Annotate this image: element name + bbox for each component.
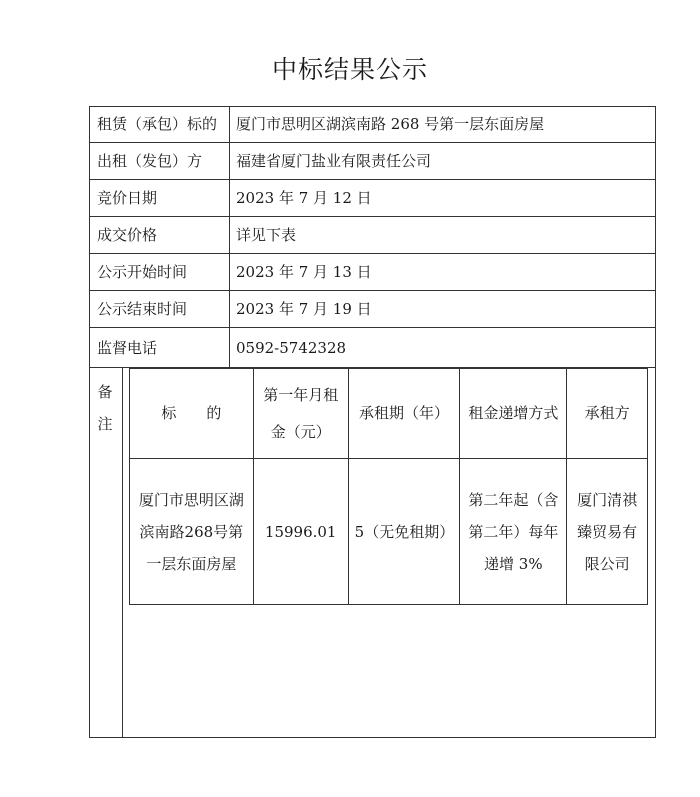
row-label: 监督电话 <box>97 339 158 357</box>
row-label: 公示开始时间 <box>97 263 188 281</box>
cell-subject: 厦门市思明区湖滨南路268号第一层东面房屋 <box>130 459 254 605</box>
page-title: 中标结果公示 <box>271 55 428 84</box>
row-subject <box>89 106 656 143</box>
cell-rent: 15996.01 <box>253 459 348 605</box>
row-bid-date <box>89 180 656 217</box>
row-hotline <box>89 328 656 368</box>
row-value: 2023 年 7 月 19 日 <box>236 300 372 318</box>
table-header-row <box>130 369 648 459</box>
notes-label-char: 注 <box>97 415 113 433</box>
row-notice-start <box>89 254 656 291</box>
header-subject: 标 的 <box>130 369 254 459</box>
notes-label <box>97 376 113 440</box>
notes-label-char: 备 <box>97 383 113 401</box>
row-label: 成交价格 <box>97 226 158 244</box>
table-row <box>130 459 648 605</box>
bid-details-table <box>129 368 648 605</box>
row-deal-price <box>89 217 656 254</box>
header-term: 承租期（年） <box>348 369 460 459</box>
row-value: 厦门市思明区湖滨南路 268 号第一层东面房屋 <box>236 115 545 133</box>
row-label: 公示结束时间 <box>97 300 188 318</box>
cell-lessee: 厦门清祺臻贸易有限公司 <box>567 459 648 605</box>
row-value: 福建省厦门盐业有限责任公司 <box>236 152 432 170</box>
row-notice-end <box>89 291 656 328</box>
row-label: 竞价日期 <box>97 189 158 207</box>
row-label: 租赁（承包）标的 <box>97 115 218 133</box>
cell-term: 5（无免租期） <box>348 459 460 605</box>
header-increase: 租金递增方式 <box>460 369 567 459</box>
column-divider <box>229 106 230 368</box>
notes-divider <box>122 368 123 737</box>
row-label: 出租（发包）方 <box>97 152 203 170</box>
cell-increase: 第二年起（含第二年）每年递增 3% <box>460 459 567 605</box>
row-value: 详见下表 <box>236 226 297 244</box>
row-value: 2023 年 7 月 13 日 <box>236 263 372 281</box>
header-lessee: 承租方 <box>567 369 648 459</box>
header-first-year-rent: 第一年月租金（元） <box>253 369 348 459</box>
row-value: 0592-5742328 <box>236 339 347 357</box>
row-lessor <box>89 143 656 180</box>
row-value: 2023 年 7 月 12 日 <box>236 189 372 207</box>
